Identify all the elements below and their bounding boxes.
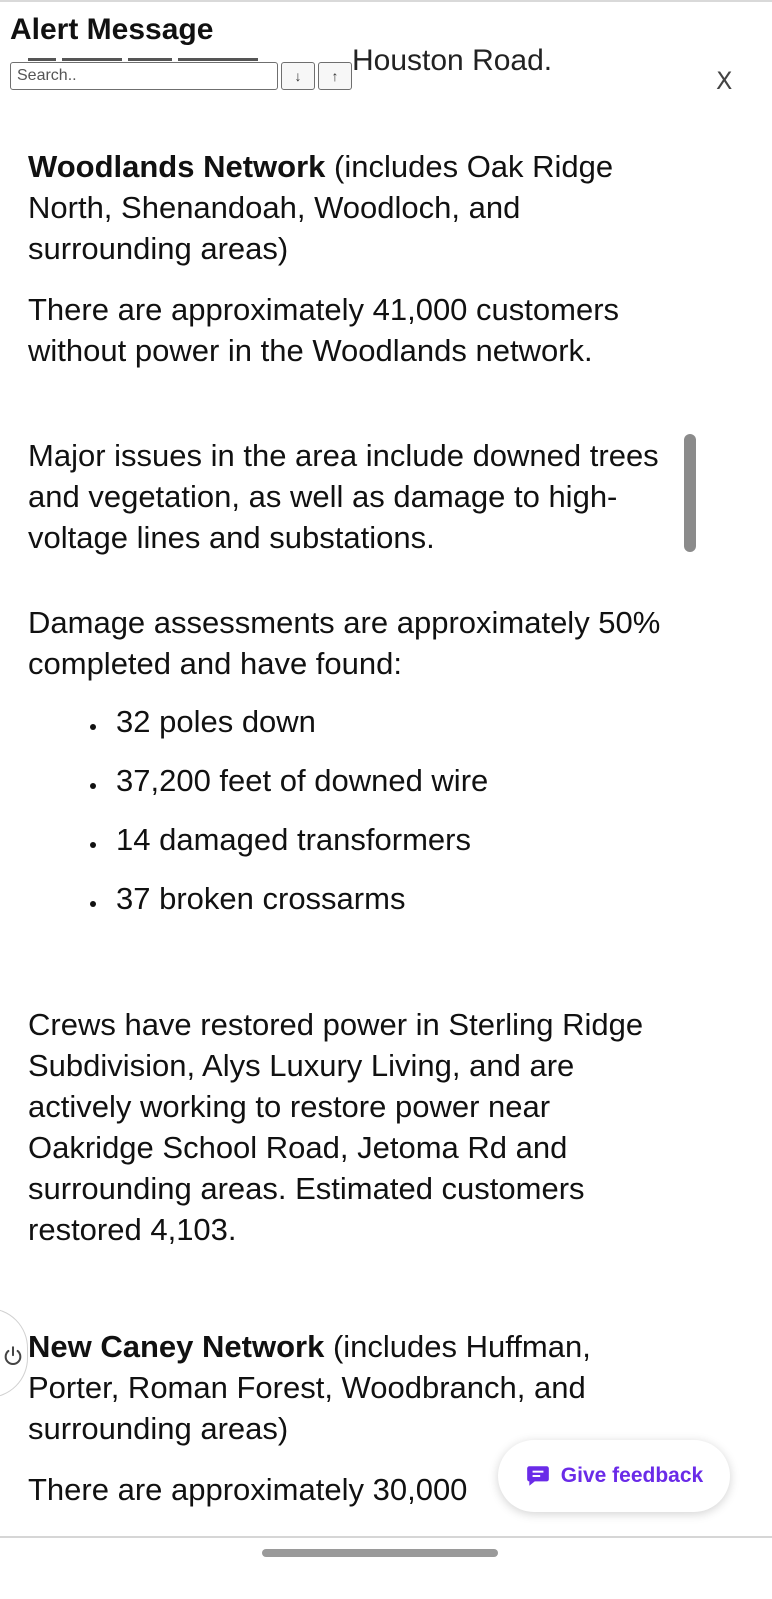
- list-item: 37,200 feet of downed wire: [86, 760, 678, 802]
- woodlands-restoration-text: Crews have restored power in Sterling Ridge Subdivision, Alys Luxury Living, and are actively working to restore power near Oakridge School Road, Jetoma Rd and surrounding areas. Estimated customers restored 4,103.: [28, 1007, 644, 1247]
- feedback-chat-icon: [525, 1463, 551, 1489]
- scrollbar-thumb[interactable]: [684, 434, 696, 552]
- new-caney-outage-text: There are approximately 30,000: [28, 1472, 468, 1507]
- list-item: 14 damaged transformers: [86, 819, 678, 861]
- search-input[interactable]: [10, 62, 278, 90]
- search-next-button[interactable]: ↓: [281, 62, 315, 90]
- power-icon[interactable]: [2, 1345, 24, 1367]
- findings-list: [28, 701, 678, 920]
- list-item: 37 broken crossarms: [86, 878, 678, 920]
- clipped-previous-line: Houston Road.: [352, 44, 553, 74]
- new-caney-network-areas: (includes Huffman, Porter, Roman Forest, Woodbranch, and surrounding areas): [28, 1329, 591, 1446]
- woodlands-heading: [28, 146, 678, 269]
- woodlands-assessment-text: Damage assessments are approximately 50% completed and have found:: [28, 605, 661, 681]
- give-feedback-label: Give feedback: [560, 1464, 704, 1487]
- top-border: [0, 0, 772, 2]
- dialog-title: Alert Message: [10, 13, 214, 46]
- bottom-divider: [0, 1536, 772, 1538]
- woodlands-network-areas: (includes Oak Ridge North, Shenandoah, Woodloch, and surrounding areas): [28, 149, 614, 266]
- new-caney-heading: [28, 1326, 678, 1449]
- woodlands-issues-text: Major issues in the area include downed trees and vegetation, as well as damage to high-voltage lines and substations.: [28, 438, 659, 555]
- search-previous-button[interactable]: ↑: [318, 62, 352, 90]
- woodlands-outage-text: There are approximately 41,000 customers without power in the Woodlands network.: [28, 292, 620, 368]
- alert-content: [28, 146, 678, 1510]
- give-feedback-button[interactable]: [498, 1440, 730, 1512]
- close-button[interactable]: X: [716, 67, 733, 95]
- list-item: 32 poles down: [86, 701, 678, 743]
- new-caney-network-name: New Caney Network: [28, 1329, 325, 1364]
- home-indicator[interactable]: [262, 1549, 498, 1557]
- woodlands-network-name: Woodlands Network: [28, 149, 326, 184]
